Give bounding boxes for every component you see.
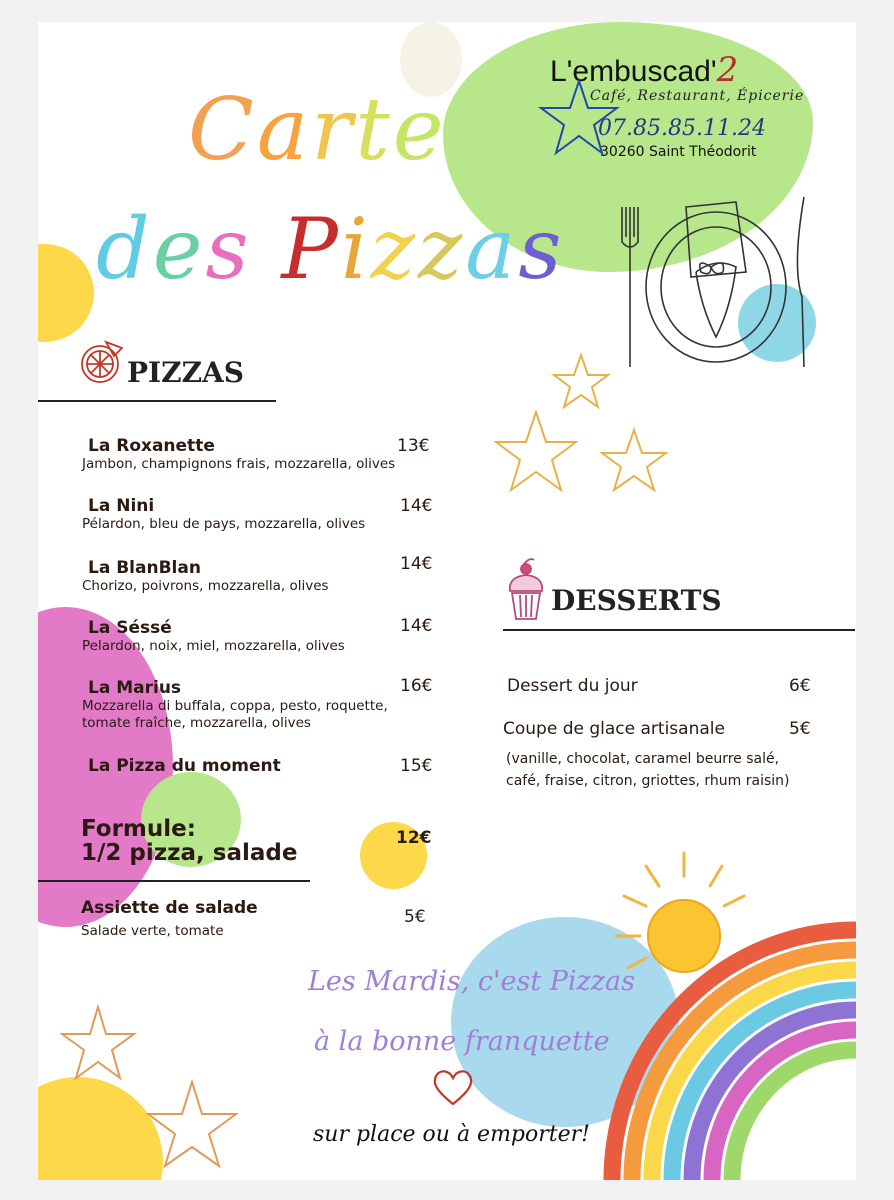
pizza-name: La Séssé xyxy=(88,618,172,638)
salade-price: 5€ xyxy=(404,907,426,927)
pizza-price: 16€ xyxy=(400,676,433,696)
title-carte: Carte xyxy=(188,80,447,180)
gold-stars-icon xyxy=(476,350,676,520)
pizza-name: La Marius xyxy=(88,678,182,698)
brand-name-text: L'embuscad' xyxy=(550,55,717,88)
dessert-price: 6€ xyxy=(789,676,811,696)
pizza-desc-line2: tomate fraîche, mozzarella, olives xyxy=(82,715,311,731)
pizza-desc: Jambon, champignons frais, mozzarella, olives xyxy=(82,456,396,472)
formule-block xyxy=(81,818,297,866)
pizza-price: 13€ xyxy=(397,436,430,456)
pizza-item xyxy=(82,436,442,473)
brand-address: 30260 Saint Théodorit xyxy=(600,144,757,160)
promo-line3: sur place ou à emporter! xyxy=(313,1122,590,1147)
desserts-heading: DESSERTS xyxy=(551,584,722,617)
pizza-item xyxy=(82,756,442,776)
formule-line2: 1/2 pizza, salade xyxy=(81,840,298,866)
blue-star-icon xyxy=(538,77,620,157)
yellow-blob-left xyxy=(38,244,94,342)
pizza-desc: Pelardon, noix, miel, mozzarella, olives xyxy=(82,638,345,654)
promo-line2: à la bonne franquette xyxy=(314,1026,610,1057)
dessert-name: Coupe de glace artisanale xyxy=(503,719,725,739)
pizza-name: La Nini xyxy=(88,496,155,516)
pizza-name: La Pizza du moment xyxy=(88,756,281,776)
plate-cutlery-icon xyxy=(616,187,816,377)
dessert-name: Dessert du jour xyxy=(507,676,638,696)
pizza-item xyxy=(82,618,442,655)
salade-item xyxy=(81,898,441,940)
pizza-desc: Mozzarella di buffala, coppa, pesto, roquette, xyxy=(82,698,388,714)
rainbow-sun-illustration xyxy=(594,848,856,1180)
pizza-price: 14€ xyxy=(400,496,433,516)
pizzas-rule xyxy=(38,400,276,402)
dessert-item xyxy=(503,719,823,739)
promo-line1: Les Mardis, c'est Pizzas xyxy=(308,966,635,997)
dessert-note-line1: (vanille, chocolat, caramel beurre salé, xyxy=(506,751,780,767)
dessert-price: 5€ xyxy=(789,719,811,739)
menu-page xyxy=(38,22,856,1180)
pizza-item xyxy=(82,678,452,732)
pizza-item xyxy=(82,554,442,595)
pizza-price: 15€ xyxy=(400,756,433,776)
brand-number: 2 xyxy=(716,50,739,90)
pizza-name: La Roxanette xyxy=(88,436,215,456)
title-des-pizzas: des Pizzas xyxy=(96,200,565,298)
dessert-note-line2: café, fraise, citron, griottes, rhum raisin) xyxy=(506,773,790,789)
orange-stars-icon xyxy=(60,1002,250,1180)
pizza-icon xyxy=(78,338,126,386)
formule-line1: Formule: xyxy=(81,816,196,842)
pizza-price: 14€ xyxy=(400,616,433,636)
brand-tagline: Café, Restaurant, Épicerie xyxy=(590,88,805,104)
dessert-item xyxy=(507,676,827,696)
salade-desc: Salade verte, tomate xyxy=(81,923,224,939)
pizza-name: La BlanBlan xyxy=(88,558,201,578)
dessert-note xyxy=(506,748,846,792)
heart-icon xyxy=(430,1066,476,1108)
formule-price: 12€ xyxy=(396,828,432,848)
formule-rule xyxy=(38,880,310,882)
cupcake-icon xyxy=(504,557,548,623)
pizza-desc: Pélardon, bleu de pays, mozzarella, olives xyxy=(82,516,366,532)
brand-phone: 07.85.85.11.24 xyxy=(598,116,766,141)
pizza-price: 14€ xyxy=(400,554,433,574)
desserts-rule xyxy=(503,629,855,631)
pizza-item xyxy=(82,496,442,533)
pizzas-heading: PIZZAS xyxy=(127,356,244,389)
salade-name: Assiette de salade xyxy=(81,898,258,918)
pizza-desc: Chorizo, poivrons, mozzarella, olives xyxy=(82,578,329,594)
